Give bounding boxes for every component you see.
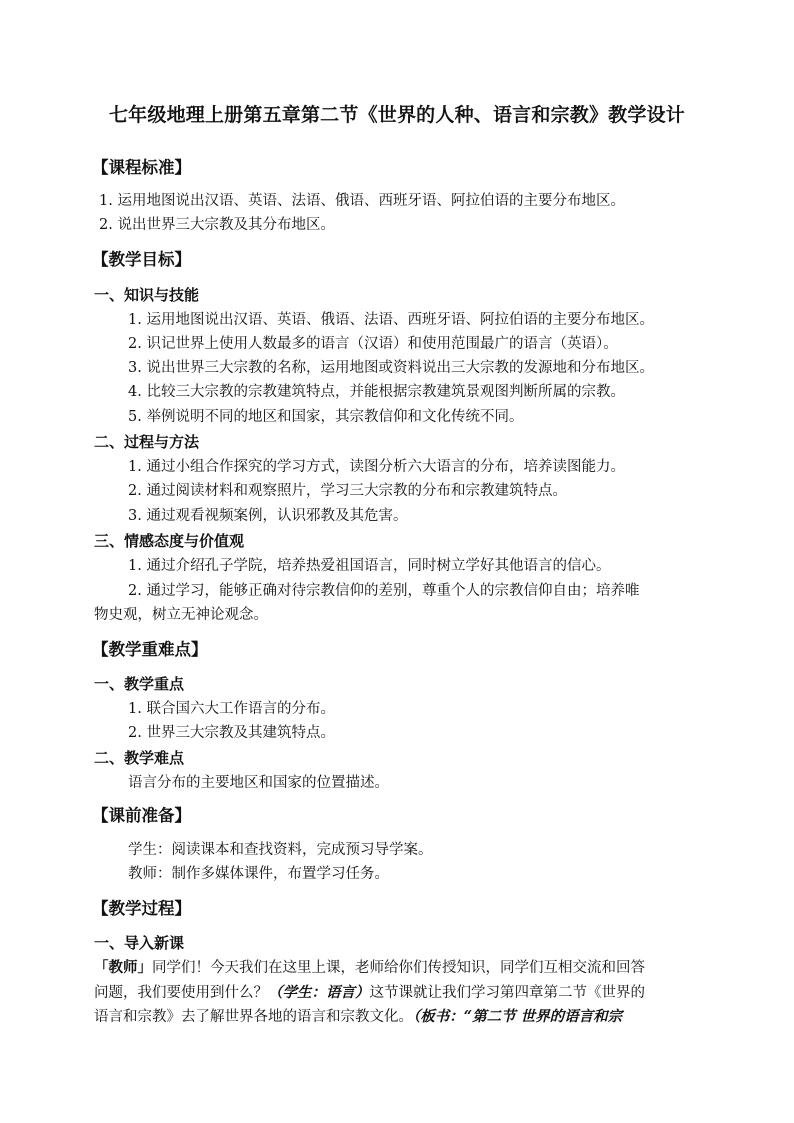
focus-heading: 一、教学重点	[94, 675, 185, 693]
knowledge-item: 3. 说出世界三大宗教的名称，运用地图或资料说出三大宗教的发源地和分布地区。	[128, 360, 654, 376]
course-standard-item: 2. 说出世界三大宗教及其分布地区。	[99, 217, 335, 233]
knowledge-item: 4. 比较三大宗教的宗教建筑特点，并能根据宗教建筑景观图判断所属的宗教。	[128, 384, 625, 400]
intro-text: 同学们！今天我们在这里上课，老师给你们传授知识，同学们互相交流和回答	[152, 960, 645, 976]
intro-heading: 一、导入新课	[94, 934, 185, 952]
knowledge-item: 2. 识记世界上使用人数最多的语言（汉语）和使用范围最广的语言（英语）。	[128, 336, 618, 352]
attitude-heading: 三、情感态度与价值观	[94, 532, 245, 550]
knowledge-heading: 一、知识与技能	[94, 286, 200, 304]
course-standard-heading: 【课程标准】	[92, 158, 191, 177]
course-standard-item: 1. 运用地图说出汉语、英语、法语、俄语、西班牙语、阿拉伯语的主要分布地区。	[99, 193, 625, 209]
attitude-item: 2. 通过学习，能够正确对待宗教信仰的差别，尊重个人的宗教信仰自由；培养唯	[128, 583, 640, 599]
key-points-heading: 【教学重难点】	[92, 640, 208, 659]
intro-paragraph-line	[94, 983, 704, 1003]
attitude-item: 1. 通过介绍孔子学院，培养热爱祖国语言，同时树立学好其他语言的信心。	[128, 558, 611, 574]
intro-text: 语言和宗教》去了解世界各地的语言和宗教文化。	[94, 1009, 413, 1025]
intro-paragraph-line	[94, 958, 704, 978]
focus-item: 1. 联合国六大工作语言的分布。	[128, 701, 335, 717]
teaching-process-heading: 【教学过程】	[92, 899, 191, 918]
document-title: 七年级地理上册第五章第二节《世界的人种、语言和宗教》教学设计	[108, 104, 685, 126]
difficulty-heading: 二、教学难点	[94, 749, 185, 767]
attitude-item-continued: 物史观，树立无神论观念。	[94, 607, 268, 623]
process-method-item: 1. 通过小组合作探究的学习方式，读图分析六大语言的分布，培养读图能力。	[128, 459, 625, 475]
student-answer: （学生：语言）	[268, 984, 370, 1001]
board-note: （板书：“第二节 世界的语言和宗	[413, 1008, 623, 1025]
process-method-item: 2. 通过阅读材料和观察照片，学习三大宗教的分布和宗教建筑特点。	[128, 483, 567, 499]
knowledge-item: 1. 运用地图说出汉语、英语、俄语、法语、西班牙语、阿拉伯语的主要分布地区。	[128, 312, 654, 328]
knowledge-item: 5. 举例说明不同的地区和国家，其宗教信仰和文化传统不同。	[128, 409, 524, 425]
preparation-student: 学生：阅读课本和查找资料，完成预习导学案。	[128, 842, 433, 858]
difficulty-text: 语言分布的主要地区和国家的位置描述。	[128, 775, 389, 791]
objectives-heading: 【教学目标】	[92, 250, 191, 269]
process-method-item: 3. 通过观看视频案例，认识邪教及其危害。	[128, 508, 408, 524]
focus-item: 2. 世界三大宗教及其建筑特点。	[128, 725, 335, 741]
process-method-heading: 二、过程与方法	[94, 433, 200, 451]
teacher-tag: 「教师」	[94, 959, 152, 976]
intro-paragraph-line	[94, 1007, 704, 1027]
preparation-teacher: 教师：制作多媒体课件，布置学习任务。	[128, 866, 389, 882]
intro-text: 问题，我们要使用到什么？	[94, 985, 268, 1001]
preparation-heading: 【课前准备】	[92, 806, 191, 825]
intro-text: 这节课就让我们学习第四章第二节《世界的	[369, 985, 645, 1001]
